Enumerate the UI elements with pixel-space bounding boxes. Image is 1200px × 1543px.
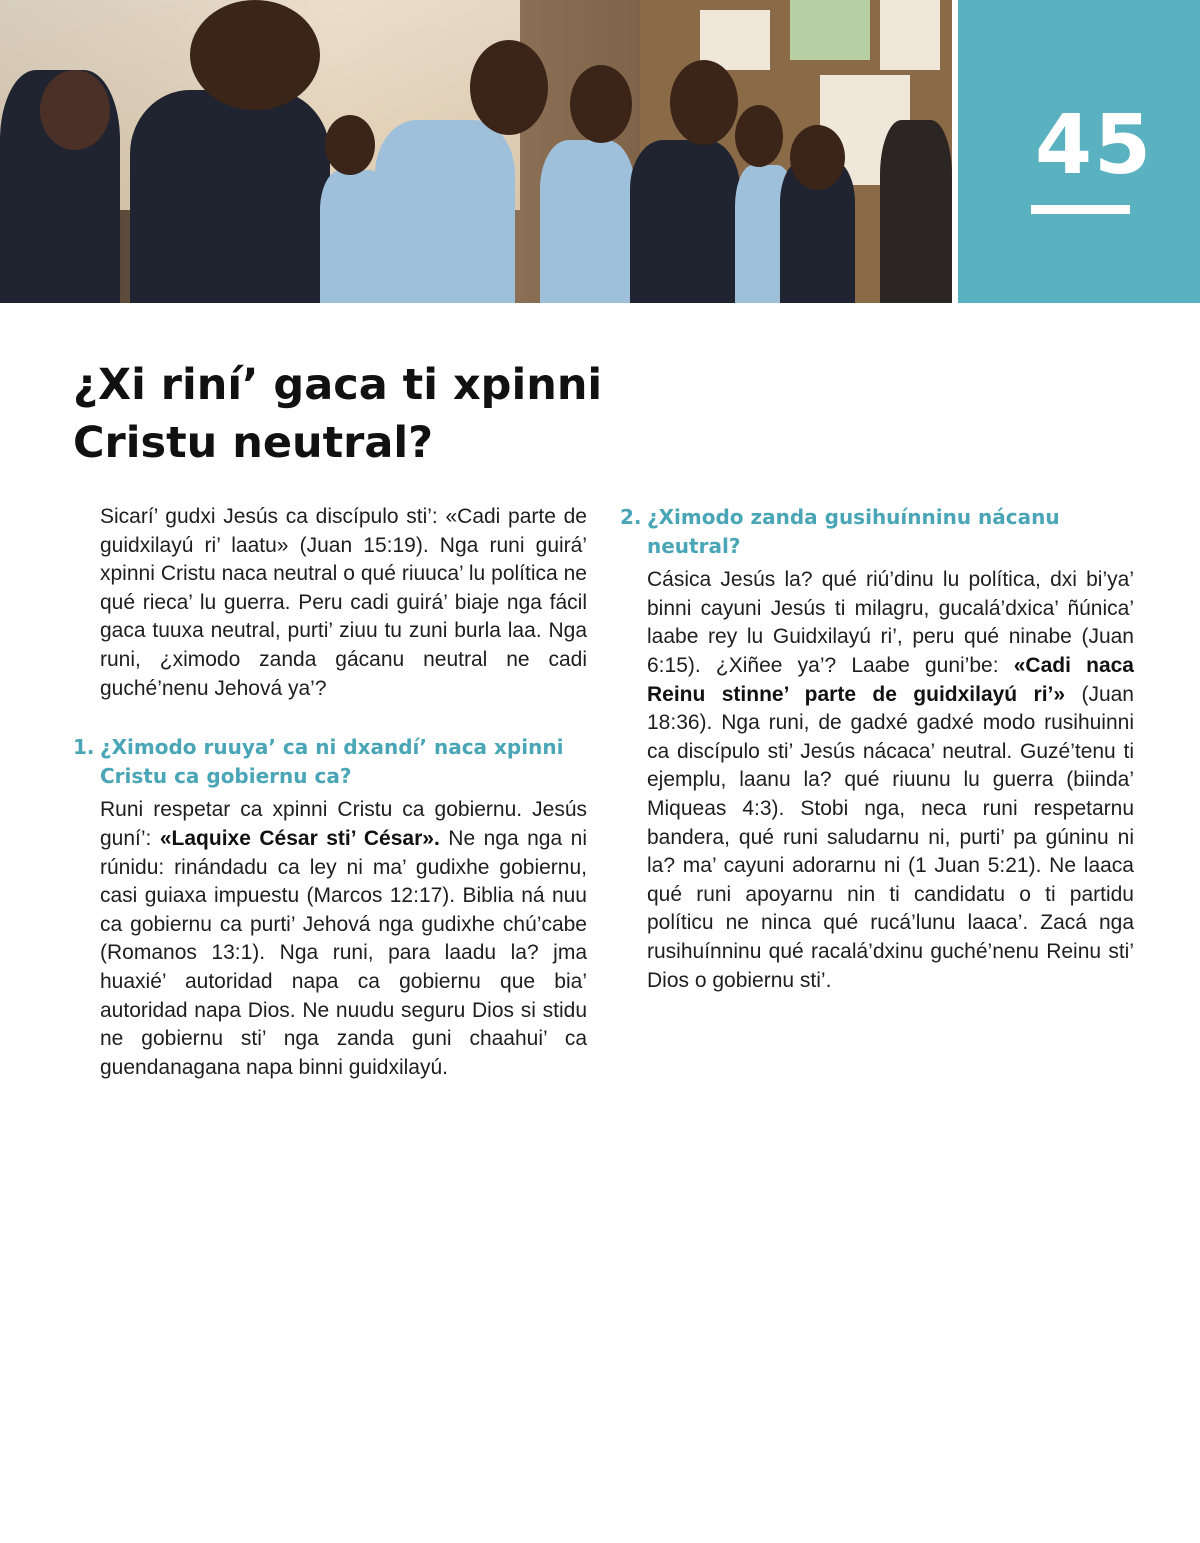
page-title [73, 356, 693, 472]
question-text: ¿Ximodo ruuya’ ca ni dxandí’ naca xpinni Cristu ca gobiernu ca? [100, 735, 564, 788]
lesson-number-underline [1031, 205, 1130, 214]
title-line-1: ¿Xi riní’ gaca ti xpinni [73, 360, 603, 410]
section-1-quote: «Laquixe César sti’ César». [159, 826, 440, 850]
section-2-paragraph [647, 566, 1134, 995]
lesson-number: 45 [1034, 98, 1154, 193]
lesson-number-box [958, 0, 1200, 303]
section-2-text-before: Cásica Jesús la? qué riú’dinu lu política, dxi bi’ya’ binni cayuni Jesús ti milagru, gucalá’dxica’ ñúnica’ laabe rey lu Guidxilayú ri’, peru qué ninabe (Juan 6:15). ¿Xiñee ya’? Laabe guni’be: [647, 568, 1134, 677]
question-number: 1. [73, 735, 95, 760]
section-1-text-after: Ne nga nga ni rúnidu: rinándadu ca ley ni ma’ gudixhe gobiernu, casi guiaxa impuestu (Marcos 12:17). Biblia ná nuu ca gobiernu ca purti’ Jehová nga gudixhe chú’cabe (Romanos 13:1). Nga runi, para laadu la? jma huaxié’ autoridad napa ca gobiernu que bia’ autoridad napa Dios. Ne nuudu seguru Dios si stidu ne gobiernu sti’ nga zanda guni chaahui’ ca guendanagana napa binni guidxilayú. [100, 826, 587, 1079]
left-column [73, 503, 587, 1082]
intro-paragraph: Sicarí’ gudxi Jesús ca discípulo sti’: «Cadi parte de guidxilayú ri’ laatu» (Juan 15:19). Nga runi guirá’ xpinni Cristu naca neutral o qué riuuca’ lu política ne qué rieca’ lu guerra. Peru cadi guirá’ biaje nga fácil gaca tuuxa neutral, purti’ ziuu tu zuni burla laa. Nga runi, ¿ximodo zanda gácanu neutral ne cadi guché’nenu Jehová ya’? [100, 505, 587, 700]
section-2-quote: «Cadi naca Reinu stinne’ parte de guidxilayú ri’» [647, 653, 1134, 706]
title-line-2: Cristu neutral? [73, 418, 434, 468]
section-1-paragraph [100, 796, 587, 1082]
section-1-text-before: Runi respetar ca xpinni Cristu ca gobiernu. Jesús guní’: [100, 798, 587, 850]
question-heading-2 [620, 503, 1134, 560]
header-photo [0, 0, 952, 303]
section-2-text-after: (Juan 18:36). Nga runi, de gadxé gadxé modo rusihuinni ca discípulo sti’ Jesús nácaca’ neutral. Guzé’tenu ti ejemplu, laanu la? qué riuunu lu guerra (biinda’ Miqueas 4:3). Stobi nga, neca runi respetarnu bandera, qué runi saludarnu ni, purti’ pa gúninu ni la? ma’ cayuni adorarnu ni (1 Juan 5:21). Ne laaca qué runi apoyarnu nin ti candidatu o ti partidu políticu ne ninca qué rucá’lunu laaca’. Zacá nga rusihuínninu qué racalá’dxinu guché’nenu Reinu sti’ Dios o gobiernu sti’. [647, 682, 1134, 992]
question-text: ¿Ximodo zanda gusihuínninu nácanu neutral? [647, 505, 1060, 558]
question-heading-1 [73, 733, 587, 790]
question-number: 2. [620, 505, 642, 529]
right-column [620, 503, 1134, 995]
